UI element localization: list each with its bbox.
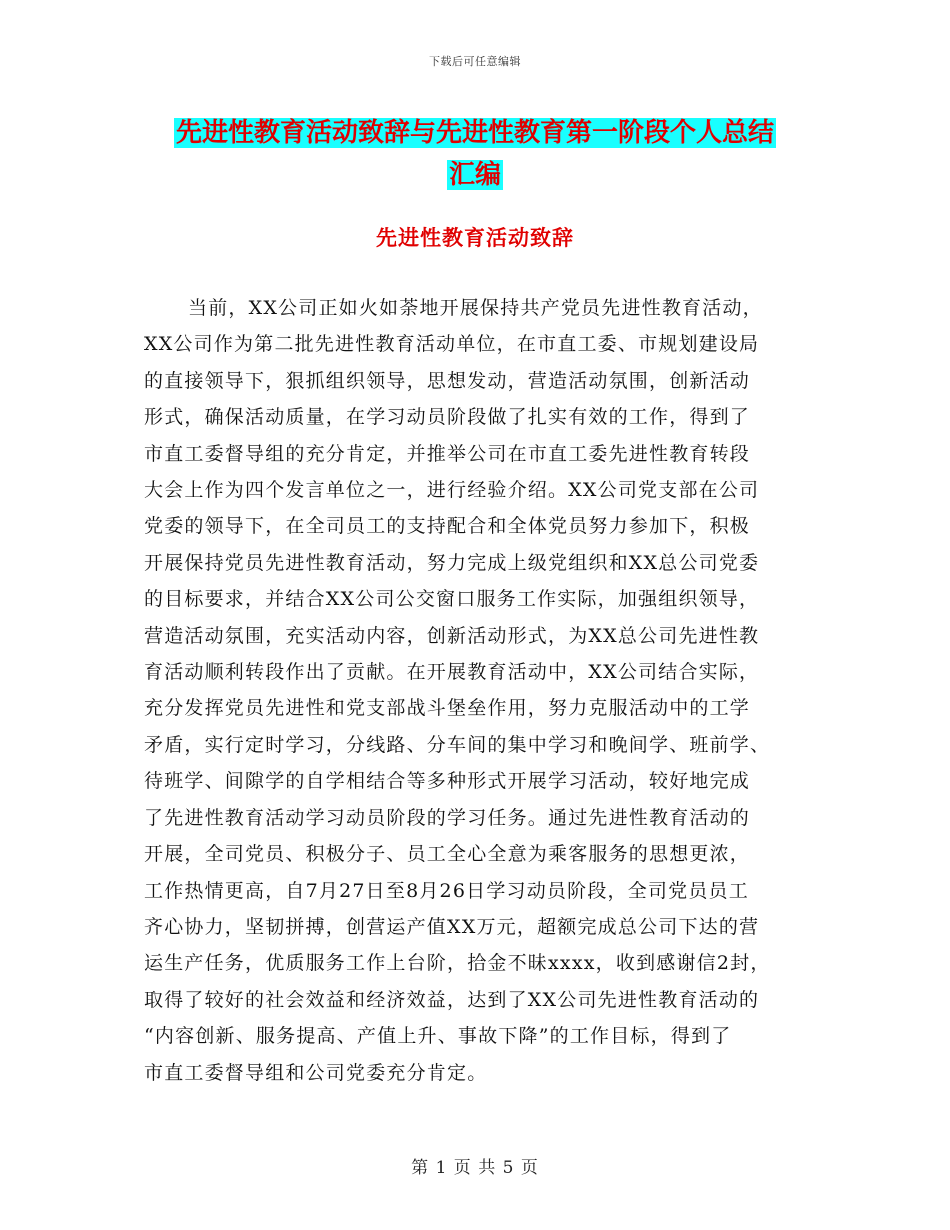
section-heading: 先进性教育活动致辞: [376, 226, 574, 250]
document-title: [0, 112, 950, 196]
header-note: 下载后可任意编辑: [429, 55, 521, 68]
body-line: 的直接领导下，狠抓组织领导，思想发动，营造活动氛围，创新活动: [144, 369, 751, 392]
body-paragraph: [144, 290, 804, 1091]
body-line: 营造活动氛围，充实活动内容，创新活动形式，为XX总公司先进性教: [144, 624, 760, 647]
body-line: 运生产任务，优质服务工作上台阶，拾金不昧xxxx，收到感谢信2封，: [144, 952, 771, 975]
title-line-2-text: 汇编: [448, 160, 501, 190]
body-line: 的目标要求，并结合XX公司公交窗口服务工作实际，加强组织领导，: [144, 588, 760, 611]
body-line: 齐心协力，坚韧拼搏，创营运产值XX万元，超额完成总公司下达的营: [144, 915, 760, 938]
body-line: 取得了较好的社会效益和经济效益，达到了XX公司先进性教育活动的: [144, 988, 760, 1011]
body-line: XX公司作为第二批先进性教育活动单位，在市直工委、市规划建设局: [144, 333, 760, 356]
body-line: 了先进性教育活动学习动员阶段的学习任务。通过先进性教育活动的: [144, 806, 751, 829]
body-line: 党委的领导下，在全司员工的支持配合和全体党员努力参加下，积极: [144, 515, 751, 538]
body-line: 市直工委督导组和公司党委充分肯定。: [144, 1061, 488, 1084]
body-line: 工作热情更高，自7月27日至8月26日学习动员阶段，全司党员员工: [144, 879, 749, 902]
page-footer: 第 1 页 共 5 页: [411, 1158, 539, 1178]
body-line: 形式，确保活动质量，在学习动员阶段做了扎实有效的工作，得到了: [144, 406, 751, 429]
title-line-1-text: 先进性教育活动致辞与先进性教育第一阶段个人总结: [175, 118, 774, 148]
title-line-2: [0, 154, 950, 196]
body-line: 矛盾，实行定时学习，分线路、分车间的集中学习和晚间学、班前学、: [144, 733, 771, 756]
title-line-1: [0, 112, 950, 154]
body-line: 开展保持党员先进性教育活动，努力完成上级党组织和XX总公司党委: [144, 551, 760, 574]
body-line: “内容创新、服务提高、产值上升、事故下降”的工作目标，得到了: [144, 1025, 732, 1048]
body-line: 市直工委督导组的充分肯定，并推举公司在市直工委先进性教育转段: [144, 442, 751, 465]
body-line: 充分发挥党员先进性和党支部战斗堡垒作用，努力克服活动中的工学: [144, 697, 751, 720]
body-line: 大会上作为四个发言单位之一，进行经验介绍。XX公司党支部在公司: [144, 479, 760, 502]
body-line: 开展，全司党员、积极分子、员工全心全意为乘客服务的思想更浓，: [144, 843, 751, 866]
body-line: 当前，XX公司正如火如荼地开展保持共产党员先进性教育活动，: [188, 297, 763, 319]
body-line: 待班学、间隙学的自学相结合等多种形式开展学习活动，较好地完成: [144, 770, 751, 793]
body-line: 育活动顺利转段作出了贡献。在开展教育活动中，XX公司结合实际，: [144, 661, 760, 684]
